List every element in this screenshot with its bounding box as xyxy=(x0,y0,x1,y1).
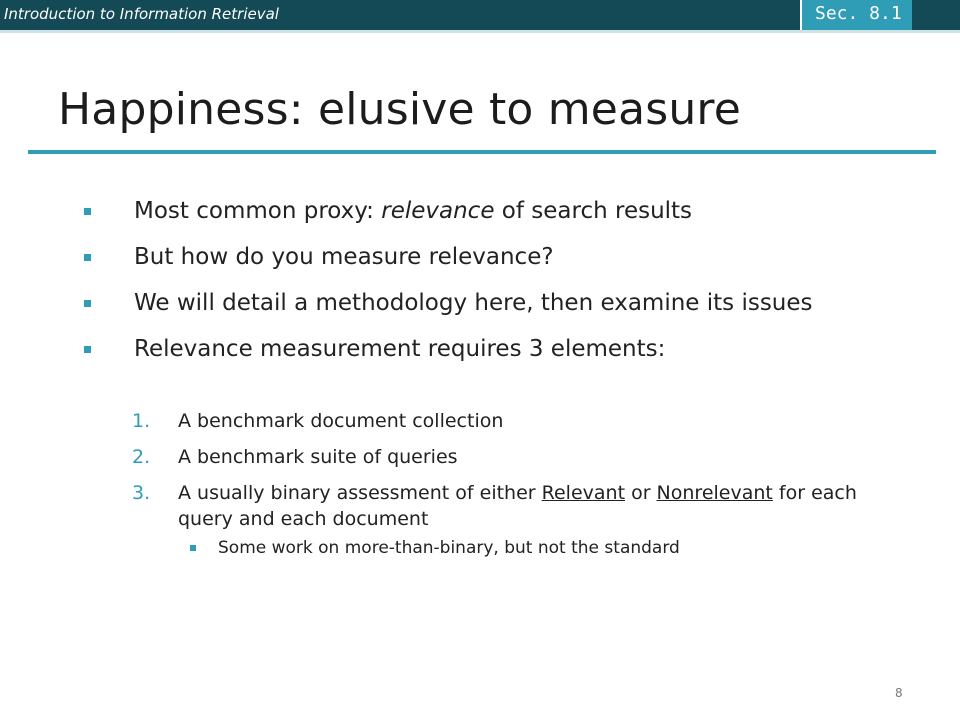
title-underline xyxy=(28,150,936,154)
numbered-text-or: or xyxy=(625,482,657,504)
sub-bullet-text: Some work on more-than-binary, but not the standard xyxy=(218,538,680,558)
square-bullet-icon xyxy=(190,545,196,551)
number-marker: 3. xyxy=(132,482,151,504)
numbered-text-end: for each query and each document xyxy=(178,482,857,530)
bullet-list xyxy=(84,195,884,379)
page-number: 8 xyxy=(895,686,903,700)
sub-bullet-list xyxy=(178,536,884,560)
course-title: Introduction to Information Retrieval xyxy=(4,5,279,23)
section-label: Sec. 8.1 xyxy=(815,3,902,24)
numbered-item xyxy=(84,408,884,434)
bullet-item xyxy=(84,241,884,273)
bullet-text: But how do you measure relevance? xyxy=(134,244,554,270)
header-bar xyxy=(0,0,960,30)
numbered-list xyxy=(84,408,884,570)
header-accent-line xyxy=(0,30,960,33)
bullet-emphasis: relevance xyxy=(381,198,495,224)
number-marker: 1. xyxy=(132,410,151,432)
numbered-item xyxy=(84,444,884,470)
bullet-text: We will detail a methodology here, then examine its issues xyxy=(134,290,813,316)
number-marker: 2. xyxy=(132,446,151,468)
bullet-item xyxy=(84,195,884,227)
bullet-text: Relevance measurement requires 3 elements: xyxy=(134,336,666,362)
bullet-item xyxy=(84,287,884,319)
section-badge xyxy=(800,0,912,30)
slide-title: Happiness: elusive to measure xyxy=(58,84,742,135)
numbered-text-start: A usually binary assessment of either xyxy=(178,482,542,504)
square-bullet-icon xyxy=(84,208,91,215)
bullet-text-start: Most common proxy: xyxy=(134,198,382,224)
relevant-term: Relevant xyxy=(541,482,626,504)
bullet-text-end: of search results xyxy=(494,198,693,224)
square-bullet-icon xyxy=(84,346,91,353)
square-bullet-icon xyxy=(84,254,91,261)
numbered-item xyxy=(84,480,884,560)
sub-bullet-item xyxy=(84,536,884,560)
nonrelevant-term: Nonrelevant xyxy=(656,482,773,504)
numbered-text: A benchmark suite of queries xyxy=(178,446,458,468)
numbered-text: A benchmark document collection xyxy=(178,410,504,432)
bullet-item xyxy=(84,333,884,365)
square-bullet-icon xyxy=(84,300,91,307)
